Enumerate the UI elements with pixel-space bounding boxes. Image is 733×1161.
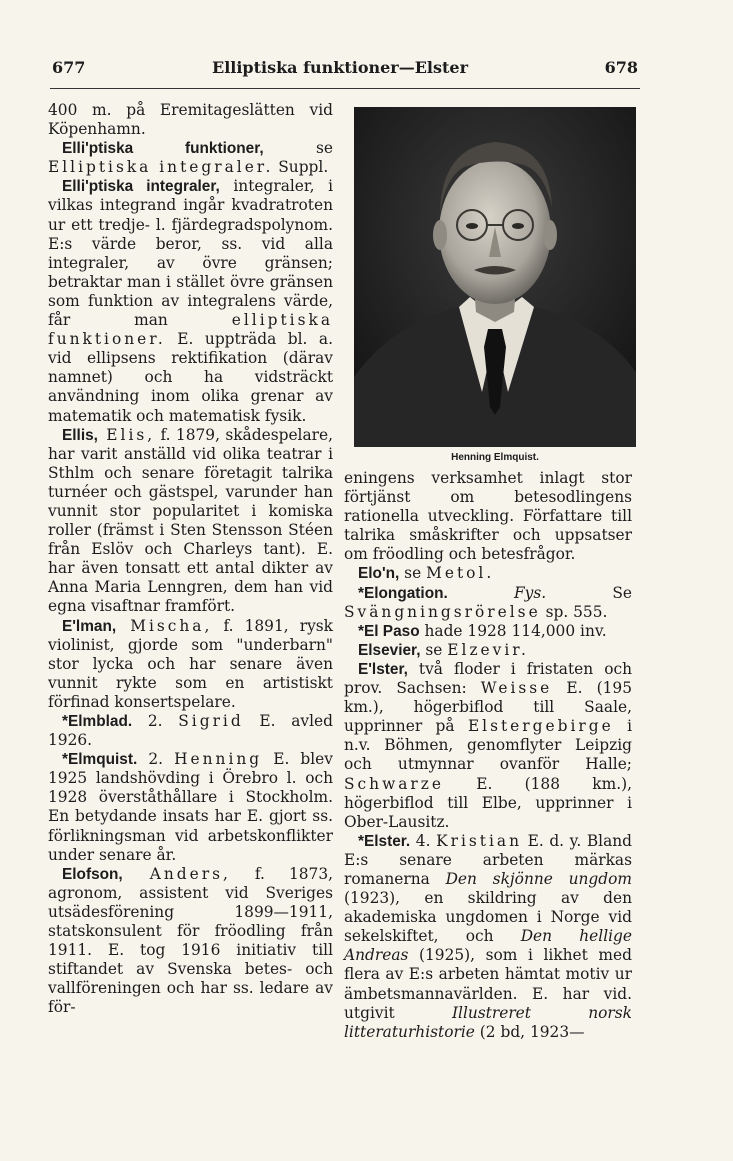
portrait-photo xyxy=(354,107,636,447)
book-title: Illustreret norsk litteraturhistorie xyxy=(344,1003,632,1041)
headword: Elli'ptiska integraler, xyxy=(62,178,220,196)
given-name: Mischa, xyxy=(116,616,213,635)
continuation-text: eningens verksamhet inlagt stor förtjänst om betesodlingens rationella utveckling. Författare till talrika småskrifter och uppsatser om fröodling och betesfrågor. xyxy=(344,469,632,564)
photo-caption: Henning Elmquist. xyxy=(451,452,539,463)
cross-reference: Metol. xyxy=(426,564,495,583)
continuation-text: 400 m. på Eremitageslätten vid Köpenhamn. xyxy=(48,101,333,139)
running-title: Elliptiska funktioner—Elster xyxy=(212,58,469,77)
headword: Elo'n, xyxy=(358,565,400,583)
headword: Elofson, xyxy=(62,865,123,883)
headword: *Elster. xyxy=(358,832,411,850)
headword: Elsevier, xyxy=(358,641,421,659)
entry-elon: Elo'n, se Metol. xyxy=(358,564,495,583)
headword: E'lman, xyxy=(62,617,117,635)
headword: *Elmblad. xyxy=(62,713,133,730)
cross-reference: Elzevir. xyxy=(447,640,529,659)
header-rule xyxy=(50,88,640,89)
headword: *Elmquist. xyxy=(62,751,138,769)
page-number-left: 677 xyxy=(52,58,86,77)
cross-reference: elliptiska funktioner. xyxy=(48,311,333,349)
cross-reference: Elliptiska integraler. xyxy=(48,158,274,177)
entry-elliptiska-integraler: Elli'ptiska integraler, integraler, i vilkas integrand ingår kvadratroten ur ett tredje- l. fjärdegradspolynom. E:s värde beror, ss. vid alla integraler, av övre gränsen; betraktar man i stället övre gränsen som funktion av integralens värde, får man elliptiska funktioner. E. uppträda bl. a. vid ellipsens rektifikation (därav namnet) och ha vidsträckt användning inom olika grenar av matematik och matematisk fysik. xyxy=(48,177,333,425)
cross-reference: Svängningsrörelse xyxy=(344,602,541,621)
headword: Ellis, xyxy=(62,426,98,444)
entry-elmblad: *Elmblad. 2. Sigrid E. avled 1926. xyxy=(48,712,334,750)
right-column xyxy=(344,469,632,1042)
portrait-image xyxy=(354,107,636,447)
entry-ellis: Ellis, Elis, f. 1879, skådespelare, har varit anställd vid olika teatrar i Sthlm och senare företagit talrika turnéer och gästspel, varunder han vunnit stor popularitet i komiska roller (främst i Sten Stensson Stéen från Eslöv och Charleys tant). E. har även tonsatt ett antal dikter av Anna Maria Lenngren, dem han vid egna visaftnar framfört. xyxy=(48,425,334,616)
entry-elliptiska-funktioner: Elli'ptiska funktioner, se Elliptiska integraler. Suppl. xyxy=(48,139,333,177)
entry-elster-rivers: E'lster, två floder i fristaten och prov. Sachsen: Weisse E. (195 km.), högerbiflod till Saale, upprinner på Elstergebirge i n.v. Böhmen, genomflyter Leipzig och utmynnar ovanför Halle; Schwarze E. (188 km.), högerbiflod till Elbe, upprinner i Ober-Lausitz. xyxy=(344,659,633,831)
given-name: Elis, xyxy=(97,425,156,444)
headword: *Elongation. xyxy=(358,584,448,602)
entry-elongation: *Elongation. Fys. Se Svängningsrörelse sp. 555. xyxy=(344,583,633,621)
given-name: Sigrid xyxy=(178,712,244,730)
headword: *El Paso xyxy=(358,622,420,640)
headword: Elli'ptiska funktioner, xyxy=(62,140,264,158)
entry-elman: E'lman, Mischa, f. 1891, rysk violinist, gjorde som "underbarn" stor lycka och har senare även vunnit rykte som en artistiskt förfinad konsertspelare. xyxy=(48,616,333,711)
given-name: Anders, xyxy=(122,864,231,883)
page-header xyxy=(50,58,638,86)
headword: E'lster, xyxy=(358,660,408,678)
entry-elsevier: Elsevier, se Elzevir. xyxy=(358,640,529,659)
book-title: Den skjönne ungdom xyxy=(445,869,632,888)
entry-el-paso: *El Paso hade 1928 114,000 inv. xyxy=(358,621,607,640)
given-name: Henning xyxy=(174,750,263,769)
page-number-right: 678 xyxy=(604,58,638,77)
book-title: Den hellige Andreas xyxy=(344,927,632,965)
left-column xyxy=(48,101,333,1018)
entry-elofson: Elofson, Anders, f. 1873, agronom, assistent vid Sveriges utsädesförening 1899—1911, statskonsulent för fröodling från 1911. E. tog 1916 initiativ till stiftandet av Svenska betes- och vallföreningen och har ss. ledare av för- xyxy=(48,864,333,1017)
entry-elster-kristian: *Elster. 4. Kristian E. d. y. Bland E:s senare arbeten märkas romanerna Den skjönne ungdom (1923), en skildring av den akademiska ungdomen i Norge vid sekelskiftet, och Den hellige Andreas (1925), som i likhet med flera av E:s arbeten hämtat motiv ur ämbetsmannavärlden. E. har vid. utgivit Illustreret norsk litteraturhistorie (2 bd, 1923— xyxy=(344,831,633,1041)
given-name: Kristian xyxy=(436,831,522,850)
entry-elmquist: *Elmquist. 2. Henning E. blev 1925 landshövding i Örebro l. och 1928 överståthållare i Stockholm. En betydande insats har E. gjort ss. förlikningsman vid arbetskonflikter under senare år. xyxy=(48,750,333,864)
